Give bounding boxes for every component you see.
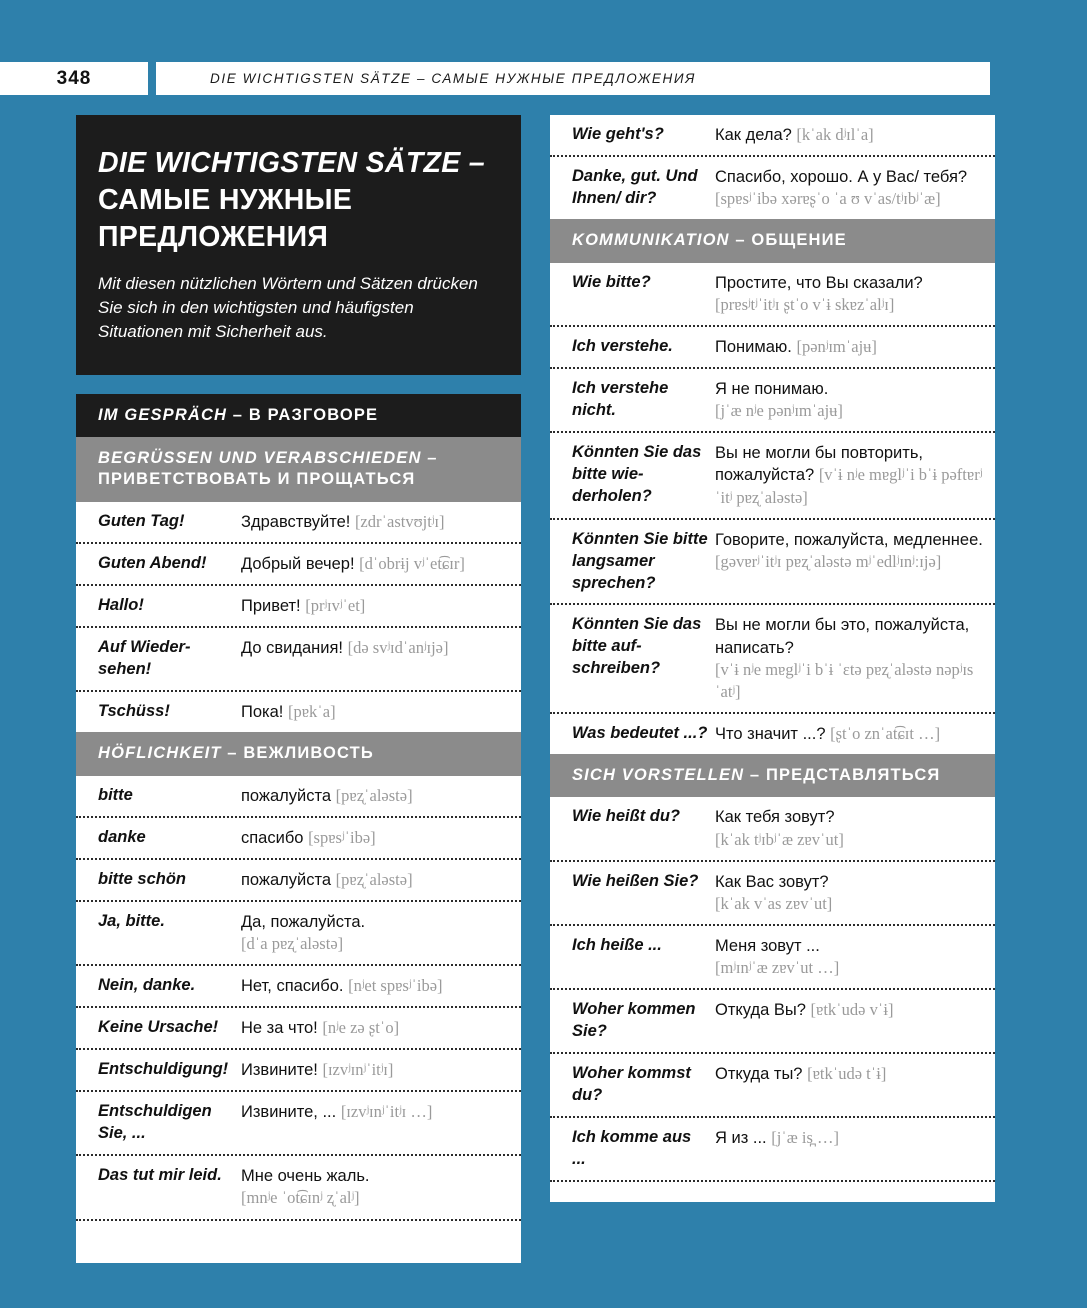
phrase-ru-text: Да, пожалуйста. — [241, 912, 366, 931]
phrase-ru — [241, 975, 509, 997]
section-header-sep: – — [221, 744, 244, 763]
phrase-ipa: [pənʲɪmˈajʉ] — [796, 336, 877, 356]
table-row — [76, 776, 521, 818]
phrase-ipa: [vˈɨ nʲe mɐglʲˈi bˈɨ pəftɐrʲˈitʲ pɐʐˈaləstə] — [715, 465, 983, 507]
table-hoeflichkeit — [76, 776, 521, 1263]
phrase-ru — [241, 827, 509, 849]
phrase-ru — [715, 124, 983, 146]
phrase-ipa: [dˈobrɨj vʲˈet͡ɕɪr] — [359, 553, 465, 573]
phrase-ru-text: Откуда Вы? — [715, 1001, 806, 1020]
phrase-ru — [715, 336, 983, 358]
table-begruessen — [76, 502, 521, 732]
table-row — [550, 433, 995, 519]
phrase-de: Was bedeutet ...? — [572, 723, 708, 742]
phrase-ru-text: Простите, что Вы сказали? — [715, 273, 923, 292]
phrase-de: bitte — [98, 785, 133, 804]
phrase-de: Entschuldigen Sie, ... — [98, 1102, 212, 1143]
phrase-ru-text: Не за что! — [241, 1019, 318, 1038]
section-header-vorstellen — [550, 754, 995, 797]
table-row — [550, 520, 995, 606]
table-row — [76, 502, 521, 544]
section-header-ru: ПРИВЕТСТВОВАТЬ И ПРОЩАТЬСЯ — [98, 470, 416, 489]
phrase-ru — [715, 1063, 983, 1085]
phrase-ipa: [ɪzvʲɪnʲˈitʲɪ] — [322, 1060, 394, 1080]
table-kommunikation — [550, 263, 995, 754]
table-row — [76, 586, 521, 628]
section-header-kommunikation — [550, 219, 995, 262]
phrase-ru — [715, 723, 983, 745]
chapter-lede: Mit diesen nützlichen Wörtern und Sätzen drücken Sie sich in den wichtigsten und häufigsten Situationen mit Sicherheit aus. — [98, 274, 478, 342]
phrase-ru-text: Нет, спасибо. — [241, 977, 344, 996]
phrase-ru-text: Пока! — [241, 703, 284, 722]
phrase-de: Ich verstehe. — [572, 336, 673, 355]
phrase-de: Das tut mir leid. — [98, 1166, 222, 1185]
phrase-ru-text: Понимаю. — [715, 337, 792, 356]
phrase-de: Nein, danke. — [98, 976, 196, 995]
phrase-ru-text: Говорите, пожалуйста, медленнее. — [715, 530, 983, 549]
phrase-ipa: [ʂtˈo znˈat͡ɕɪt …] — [830, 723, 941, 743]
table-row — [550, 926, 995, 990]
phrase-ipa: [pɐʐˈaləstə] — [335, 869, 413, 889]
section-header-sep: – — [729, 231, 752, 250]
section-header-im-gespraech — [76, 394, 521, 437]
table-row — [550, 327, 995, 369]
phrase-ipa: [jˈæ is̪ …] — [771, 1127, 840, 1147]
phrase-ru-text: Привет! — [241, 597, 301, 616]
table-row — [550, 862, 995, 926]
phrase-ipa: [ɪzvʲɪnʲˈitʲɪ …] — [340, 1102, 433, 1122]
table-right-top — [550, 115, 995, 219]
phrase-ipa: [prɐsʲtʲˈitʲɪ ʂtˈo vˈɨ skɐzˈalʲɪ] — [715, 294, 895, 314]
table-row — [550, 115, 995, 157]
phrase-de: Auf Wiedersehen! — [98, 638, 191, 679]
phrase-de: Woher kommst du? — [572, 1063, 691, 1104]
phrase-ru — [715, 272, 983, 316]
phrase-ipa: [mʲɪnʲˈæ zɐvˈut …] — [715, 957, 840, 977]
phrase-ru-text: Спасибо, хорошо. А у Вас/ тебя? — [715, 168, 968, 187]
phrase-ipa: [pɐkˈa] — [287, 702, 336, 722]
phrase-ru-text: Вы не могли бы повторить, пожалуйста? — [715, 444, 924, 485]
table-row — [550, 605, 995, 713]
section-header-hoeflichkeit — [76, 732, 521, 775]
table-row — [76, 966, 521, 1008]
section-header-de: IM GESPRÄCH — [98, 405, 228, 424]
phrase-ru-text: Меня зовут ... — [715, 936, 820, 955]
phrase-ipa: [mnʲe ˈot͡ɕɪnʲ ʐˈalʲ] — [241, 1188, 360, 1208]
page-number: 348 — [56, 67, 92, 89]
phrase-ru-text: Извините! — [241, 1061, 318, 1080]
phrase-ru — [241, 595, 509, 617]
phrase-ru-text: пожалуйста — [241, 786, 332, 805]
phrase-ru-text: Вы не могли бы это, пожалуйста, написать? — [715, 616, 970, 657]
phrase-ru-text: Как Вас зовут? — [715, 872, 829, 891]
phrase-ipa: [dˈa pɐʐˈaləstə] — [241, 934, 344, 954]
phrase-de: Wie geht's? — [572, 125, 664, 143]
table-row — [550, 714, 995, 754]
section-header-de: SICH VORSTELLEN — [572, 766, 745, 784]
phrase-ipa: [zdrˈastvʊjtʲɪ] — [354, 511, 445, 531]
phrase-ru-text: Я не понимаю. — [715, 380, 829, 399]
phrase-ipa: [spɐsʲˈibə] — [308, 827, 376, 847]
page-number-box — [0, 62, 148, 95]
phrase-de: Ich heiße ... — [572, 935, 662, 954]
table-row — [550, 369, 995, 433]
phrase-ru-text: Мне очень жаль. — [241, 1167, 370, 1186]
phrase-ipa: [də svʲɪdˈanʲɪjə] — [347, 638, 449, 658]
phrase-ipa: [ɐtkˈudə tˈɨ] — [807, 1063, 887, 1083]
phrase-ru — [241, 911, 509, 955]
phrase-ipa: [gəvɐrʲˈitʲɪ pɐʐˈaləstə mʲˈedlʲɪnʲːɪjə] — [715, 551, 942, 571]
phrase-ru — [715, 614, 983, 702]
phrase-de: Keine Ursache! — [98, 1018, 219, 1037]
phrase-de: Ich komme aus ... — [572, 1127, 692, 1168]
table-row — [550, 1054, 995, 1118]
phrase-de: Entschuldigung! — [98, 1060, 229, 1079]
table-row — [550, 1118, 995, 1182]
phrase-ru — [715, 166, 983, 210]
phrase-ru-text: Откуда ты? — [715, 1064, 803, 1083]
chapter-title — [98, 145, 495, 256]
phrase-de: Wie heißen Sie? — [572, 871, 699, 890]
phrase-de: Ja, bitte. — [98, 911, 165, 930]
section-header-de: HÖFLICHKEIT — [98, 744, 222, 763]
phrase-ru — [715, 442, 983, 508]
section-header-ru: В РАЗГОВОРЕ — [248, 405, 379, 424]
phrase-ipa: [nʲet spɐsʲˈibə] — [348, 976, 443, 996]
chapter-title-line1: DIE WICHTIGSTEN SÄTZE – — [98, 147, 485, 179]
phrase-de: Ich verstehe nicht. — [572, 379, 669, 420]
section-header-de: BEGRÜSSEN UND VERABSCHIEDEN – — [98, 448, 438, 467]
phrase-ru — [241, 553, 509, 575]
phrase-ru — [715, 806, 983, 850]
section-header-sep: – — [227, 405, 249, 424]
phrase-ru — [241, 869, 509, 891]
table-row — [76, 818, 521, 860]
phrase-ipa: [spɐsʲˈibə xərɐʂˈo ˈa ʊ vˈas/tʲɪbʲˈæ] — [715, 189, 941, 209]
phrase-ru-text: спасибо — [241, 828, 304, 847]
section-header-ru: ОБЩЕНИЕ — [751, 231, 847, 250]
table-row — [76, 1092, 521, 1156]
phrase-de: Könnten Sie bitte langsamer sprechen? — [572, 529, 708, 592]
phrase-ru — [715, 999, 983, 1021]
table-row — [76, 544, 521, 586]
phrase-ru-text: Здравствуйте! — [241, 512, 351, 531]
phrase-ipa: [kˈak vˈas zɐvˈut] — [715, 893, 833, 913]
phrase-ru — [715, 529, 983, 573]
phrase-de: Danke, gut. Und Ihnen/ dir? — [572, 167, 698, 208]
phrase-ipa: [pɐʐˈaləstə] — [335, 785, 413, 805]
running-head-title: DIE WICHTIGSTEN SÄTZE – САМЫЕ НУЖНЫЕ ПРЕДЛОЖЕНИЯ — [210, 71, 696, 86]
phrase-ru-text: пожалуйста — [241, 870, 332, 889]
phrase-ru-text: Добрый вечер! — [241, 554, 355, 573]
phrase-de: Wie bitte? — [572, 272, 651, 291]
phrase-ru — [241, 511, 509, 533]
phrase-de: Hallo! — [98, 596, 144, 615]
table-vorstellen — [550, 797, 995, 1201]
phrase-ru — [241, 785, 509, 807]
table-row — [76, 1008, 521, 1050]
phrase-ru — [241, 701, 509, 723]
phrase-ru-text: Извините, ... — [241, 1103, 337, 1122]
table-row — [76, 1050, 521, 1092]
phrase-ipa: [kˈak tʲɪbʲˈæ zɐvˈut] — [715, 829, 844, 849]
left-column — [76, 115, 521, 1263]
table-row — [550, 990, 995, 1054]
table-row — [76, 628, 521, 692]
phrase-de: Guten Abend! — [98, 553, 207, 572]
chapter-title-line2: САМЫЕ НУЖНЫЕ — [98, 184, 353, 217]
section-header-begruessen — [76, 437, 521, 502]
phrase-de: Könnten Sie das bitte wiederholen? — [572, 443, 702, 506]
running-head — [0, 62, 990, 95]
table-row — [76, 692, 521, 732]
phrase-ru — [241, 1101, 509, 1123]
phrase-ru — [715, 935, 983, 979]
section-header-sep: – — [744, 766, 766, 784]
phrase-de: bitte schön — [98, 869, 187, 888]
phrase-ru-text: До свидания! — [241, 639, 344, 658]
phrase-ipa: [ɐtkˈudə vˈɨ] — [810, 1000, 894, 1020]
phrase-ipa: [prʲɪvʲˈet] — [305, 596, 366, 616]
running-head-title-box — [156, 62, 990, 95]
table-row — [76, 902, 521, 966]
phrase-de: Woher kommen Sie? — [572, 1000, 696, 1041]
phrase-ru — [241, 1017, 509, 1039]
phrase-de: Guten Tag! — [98, 511, 185, 530]
phrase-de: Könnten Sie das bitte aufschreiben? — [572, 615, 702, 678]
phrase-de: danke — [98, 827, 146, 846]
phrase-de: Tschüss! — [98, 702, 170, 721]
phrase-ru — [715, 378, 983, 422]
phrase-ipa: [jˈæ nʲe pənʲɪmˈajʉ] — [715, 401, 843, 421]
phrase-de: Wie heißt du? — [572, 807, 681, 826]
section-header-de: KOMMUNIKATION — [572, 231, 730, 250]
table-row — [550, 797, 995, 861]
table-bottom-padding — [76, 1221, 521, 1263]
table-row — [76, 1156, 521, 1220]
phrase-ru — [715, 871, 983, 915]
phrase-ru — [241, 1165, 509, 1209]
right-column — [550, 115, 995, 1202]
phrase-ru-text: Что значит ...? — [715, 724, 826, 743]
table-bottom-padding — [550, 1182, 995, 1202]
phrase-ipa: [vˈɨ nʲe mɐglʲˈi bˈɨ ˈɛtə pɐʐˈaləstə nəpʲɪsˈatʲ] — [715, 659, 974, 701]
table-row — [550, 157, 995, 219]
phrase-ru — [715, 1127, 983, 1149]
phrase-ru — [241, 637, 509, 659]
section-header-ru: ПРЕДСТАВЛЯТЬСЯ — [765, 766, 941, 784]
chapter-title-line3: ПРЕДЛОЖЕНИЯ — [98, 221, 329, 254]
phrase-ipa: [kˈak dʲɪlˈa] — [796, 125, 874, 144]
section-header-ru: ВЕЖЛИВОСТЬ — [243, 744, 374, 763]
head-gap — [148, 62, 156, 95]
phrase-ru-text: Как дела? — [715, 126, 792, 144]
table-row — [76, 860, 521, 902]
phrase-ru — [241, 1059, 509, 1081]
phrase-ru-text: Как тебя зовут? — [715, 808, 835, 827]
phrase-ru-text: Я из ... — [715, 1128, 767, 1147]
chapter-title-panel — [76, 115, 521, 375]
phrase-ipa: [nʲe zə ʂtˈo] — [322, 1018, 400, 1038]
table-row — [550, 263, 995, 327]
